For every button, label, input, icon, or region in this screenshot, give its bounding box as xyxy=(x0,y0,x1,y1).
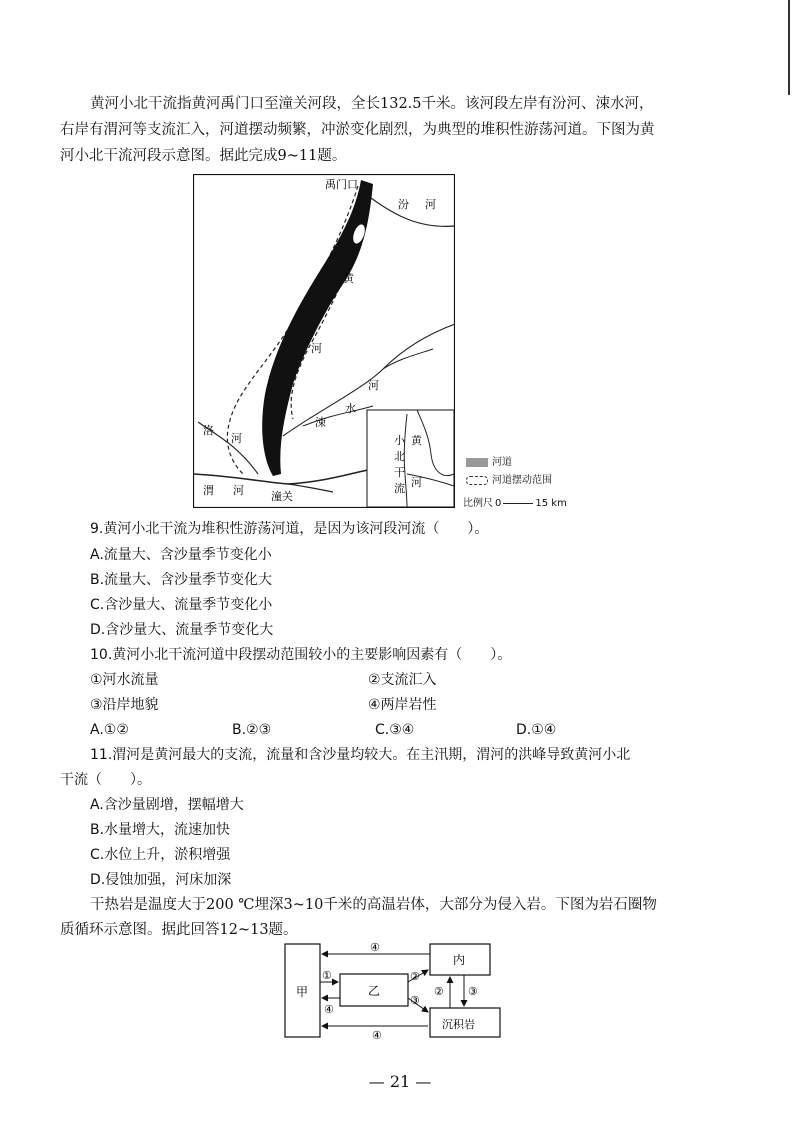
q10-factor-4: ④两岸岩性 xyxy=(368,697,437,713)
label-inset-bei: 北 xyxy=(394,450,405,463)
label-c3-left: ③ xyxy=(410,994,420,1007)
q9-option-d: D.含沙量大、流量季节变化大 xyxy=(90,622,274,638)
q9-stem: 9.黄河小北干流为堆积性游荡河道，是因为该河段河流（ ）。 xyxy=(90,521,489,537)
label-c4-top: ④ xyxy=(370,942,380,954)
label-fen: 汾 xyxy=(398,198,409,211)
legend-swing: 河道摆动范围 xyxy=(466,471,552,486)
label-c2-right: ② xyxy=(434,985,444,998)
intro-line-3: 河小北干流河段示意图。据此完成9~11题。 xyxy=(60,148,347,164)
map-svg xyxy=(193,174,455,508)
label-c2-left: ② xyxy=(410,970,420,983)
label-he-main: 河 xyxy=(311,342,322,355)
scale-bar xyxy=(503,503,533,504)
yellow-river-map xyxy=(193,174,455,508)
q10-factor-3: ③沿岸地貌 xyxy=(90,697,159,713)
q11-stem-line2: 干流（ ）。 xyxy=(60,772,151,788)
label-luo: 洛 xyxy=(203,424,214,437)
label-c1: ① xyxy=(322,969,332,982)
label-c3-right: ③ xyxy=(468,985,478,998)
label-inset-liu: 流 xyxy=(394,482,405,495)
q9-option-a: A.流量大、含沙量季节变化小 xyxy=(90,547,272,563)
label-inset-he: 河 xyxy=(411,476,422,489)
label-yumenkou: 禹门口 xyxy=(325,178,358,191)
label-wei-he: 河 xyxy=(233,484,244,497)
label-yi: 乙 xyxy=(368,984,381,998)
legend-channel: 河道 xyxy=(466,453,512,468)
q9-option-b: B.流量大、含沙量季节变化大 xyxy=(90,572,273,588)
label-c4-bottom: ④ xyxy=(372,1029,382,1042)
label-su-shui: 水 xyxy=(345,402,356,415)
q11-option-c: C.水位上升，淤积增强 xyxy=(90,847,231,863)
label-jia: 甲 xyxy=(296,985,309,999)
q10-factor-2: ②支流汇入 xyxy=(368,672,437,688)
label-huang: 黄 xyxy=(343,272,354,285)
label-su-he: 河 xyxy=(368,379,379,392)
label-su: 涑 xyxy=(315,416,326,429)
q11-option-b: B.水量增大，流速加快 xyxy=(90,822,231,838)
q10-stem: 10.黄河小北干流河道中段摆动范围较小的主要影响因素有（ ）。 xyxy=(90,647,512,663)
intro2-line-1: 干热岩是温度大于200 ℃埋深3~10千米的高温岩体，大部分为侵入岩。下图为岩石圈物 xyxy=(90,897,657,913)
q11-option-a: A.含沙量剧增，摆幅增大 xyxy=(90,797,244,813)
legend-swing-swatch xyxy=(466,476,488,485)
page-edge-mark xyxy=(788,0,790,95)
page-number: — 21 — xyxy=(368,1072,432,1091)
q9-option-c: C.含沙量大、流量季节变化小 xyxy=(90,597,273,613)
q10-option-d: D.①④ xyxy=(516,722,557,738)
q10-option-c: C.③④ xyxy=(375,722,415,738)
label-tongguan: 潼关 xyxy=(271,490,293,503)
intro-line-2: 右岸有渭河等支流汇入，河道摆动频繁，冲淤变化剧烈，为典型的堆积性游荡河道。下图为黄 xyxy=(60,122,655,138)
q10-factor-1: ①河水流量 xyxy=(90,672,159,688)
q10-option-a: A.①② xyxy=(90,722,129,738)
label-sediment: 沉积岩 xyxy=(442,1018,475,1031)
label-wei: 渭 xyxy=(203,484,214,497)
label-inset-gan: 干 xyxy=(394,466,405,479)
label-c4-left: ④ xyxy=(324,1003,334,1016)
label-luo-he: 河 xyxy=(231,432,242,445)
intro2-line-2: 质循环示意图。据此回答12~13题。 xyxy=(60,922,298,938)
legend-channel-swatch xyxy=(466,458,488,467)
rock-cycle-diagram xyxy=(284,942,506,1042)
label-fen-he: 河 xyxy=(425,198,436,211)
intro-line-1: 黄河小北干流指黄河禹门口至潼关河段，全长132.5千米。该河段左岸有汾河、涑水河， xyxy=(90,96,654,112)
q10-option-b: B.②③ xyxy=(232,722,272,738)
legend-scale: 比例尺 0 15 km xyxy=(463,498,567,509)
q11-stem-line1: 11.渭河是黄河最大的支流，流量和含沙量均较大。在主汛期，渭河的洪峰导致黄河小北 xyxy=(90,747,631,763)
q11-option-d: D.侵蚀加强，河床加深 xyxy=(90,872,232,888)
label-nei: 内 xyxy=(453,953,466,967)
label-inset-huang: 黄 xyxy=(411,434,422,447)
label-inset-xiao: 小 xyxy=(394,434,405,447)
